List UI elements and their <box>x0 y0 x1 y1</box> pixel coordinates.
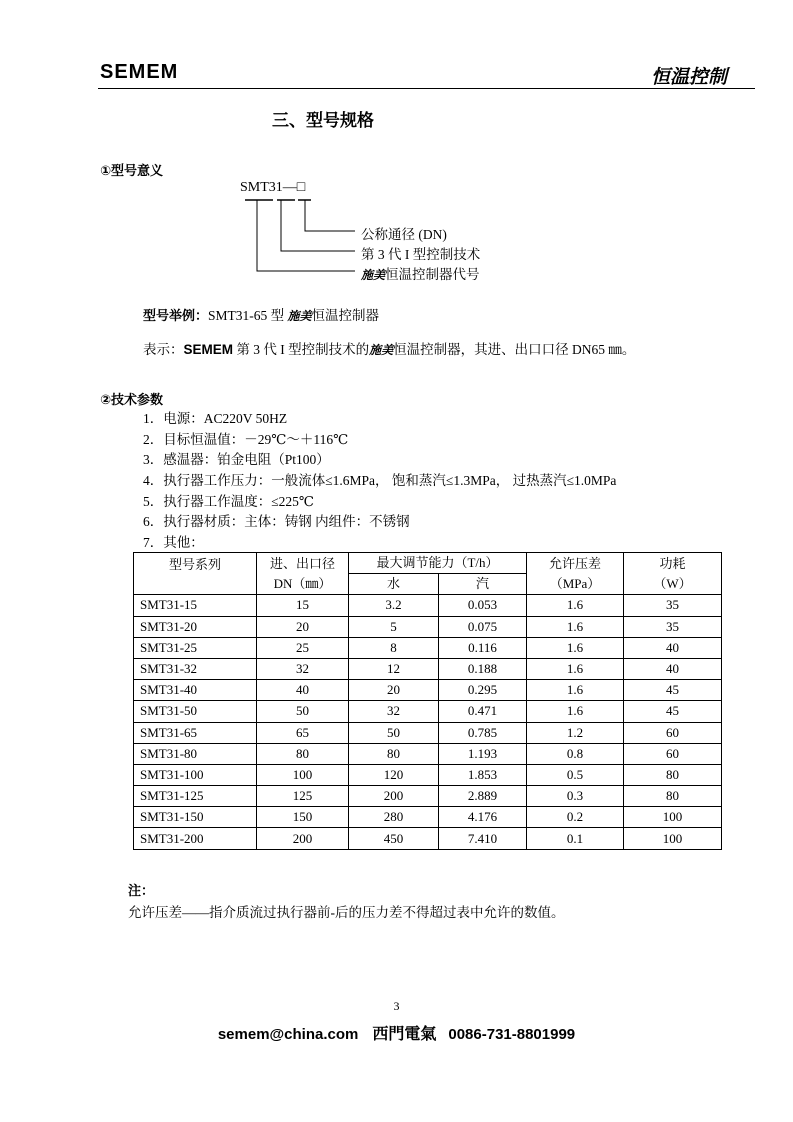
header-brand: SEMEM <box>100 61 179 83</box>
table-row: SMT31-65 65 50 0.785 1.2 60 <box>134 722 722 743</box>
tech-list <box>143 409 616 554</box>
list-item: 5．执行器工作温度：≤225℃ <box>143 493 315 509</box>
footer-company: 西門電氣 <box>372 1024 437 1043</box>
label-dn: 公称通径 (DN) <box>361 227 447 242</box>
model-explanation: 表示：SEMEM 第 3 代 I 型控制技术的施美恒温控制器，其进、出口口径 DN65 ㎜。 <box>143 342 636 357</box>
model-code-diagram <box>235 178 515 288</box>
model-meaning-heading: ①型号意义 <box>100 164 164 179</box>
spec-table <box>133 552 722 850</box>
footer-email: semem@china.com <box>217 1026 359 1043</box>
header-rule <box>98 88 755 89</box>
table-row: SMT31-100 100 120 1.853 0.5 80 <box>134 764 722 785</box>
section-title: 三、型号规格 <box>272 111 374 131</box>
page-number: 3 <box>393 999 400 1013</box>
list-item: 4．执行器工作压力：一般流体≤1.6MPa， 饱和蒸汽≤1.3MPa， 过热蒸汽≤1.0MPa <box>143 473 617 489</box>
col-header-steam: 汽 <box>439 574 527 595</box>
table-row: SMT31-20 20 5 0.075 1.6 35 <box>134 616 722 637</box>
footer-phone: 0086-731-8801999 <box>448 1026 576 1043</box>
list-item: 3．感温器：铂金电阻（Pt100） <box>143 452 330 468</box>
footer-contact <box>0 1021 793 1044</box>
table-row: SMT31-200 200 450 7.410 0.1 100 <box>134 828 722 849</box>
model-code: SMT31—□ <box>240 180 306 195</box>
tech-heading: ②技术参数 <box>100 393 164 408</box>
label-brand: 施美恒温控制器代号 <box>361 267 480 282</box>
note-text: 允许压差——指介质流过执行器前-后的压力差不得超过表中允许的数值。 <box>128 905 565 920</box>
col-header-dn: 进、出口径 DN（㎜） <box>257 553 349 595</box>
col-header-model: 型号系列 <box>134 553 257 595</box>
header-title: 恒温控制 <box>650 66 727 88</box>
table-row: SMT31-40 40 20 0.295 1.6 45 <box>134 680 722 701</box>
example-label: 型号举例： <box>143 309 209 324</box>
list-item: 7．其他： <box>143 535 204 551</box>
leader-brand <box>257 200 355 271</box>
brandmark: 施美 <box>369 343 394 357</box>
list-item: 6．执行器材质：主体：铸钢 内组件：不锈钢 <box>143 514 410 530</box>
table-row: SMT31-50 50 32 0.471 1.6 45 <box>134 701 722 722</box>
brand-inline: SEMEM <box>183 342 234 357</box>
list-item: 1．电源：AC220V 50HZ <box>143 411 288 426</box>
table-row: SMT31-25 25 8 0.116 1.6 40 <box>134 637 722 658</box>
brandmark: 施美 <box>287 309 312 323</box>
model-example: 型号举例：SMT31-65 型 施美恒温控制器 <box>143 308 380 324</box>
list-item: 2．目标恒温值：－29℃～＋116℃ <box>143 431 349 447</box>
brandmark: 施美 <box>361 268 386 282</box>
table-row: SMT31-80 80 80 1.193 0.8 60 <box>134 743 722 764</box>
col-header-capacity: 最大调节能力（T/h） <box>349 553 527 574</box>
col-header-water: 水 <box>349 574 439 595</box>
note-title: 注： <box>128 884 155 899</box>
col-header-power: 功耗 （W） <box>624 553 722 595</box>
leader-dn <box>305 200 355 231</box>
table-row: SMT31-15 15 3.2 0.053 1.6 35 <box>134 595 722 616</box>
col-header-pressure: 允许压差 （MPa） <box>527 553 624 595</box>
table-header-row <box>134 553 722 574</box>
table-row: SMT31-150 150 280 4.176 0.2 100 <box>134 807 722 828</box>
table-row: SMT31-32 32 12 0.188 1.6 40 <box>134 658 722 679</box>
label-generation: 第 3 代 I 型控制技术 <box>361 247 481 262</box>
leader-generation <box>281 200 355 251</box>
table-row: SMT31-125 125 200 2.889 0.3 80 <box>134 786 722 807</box>
